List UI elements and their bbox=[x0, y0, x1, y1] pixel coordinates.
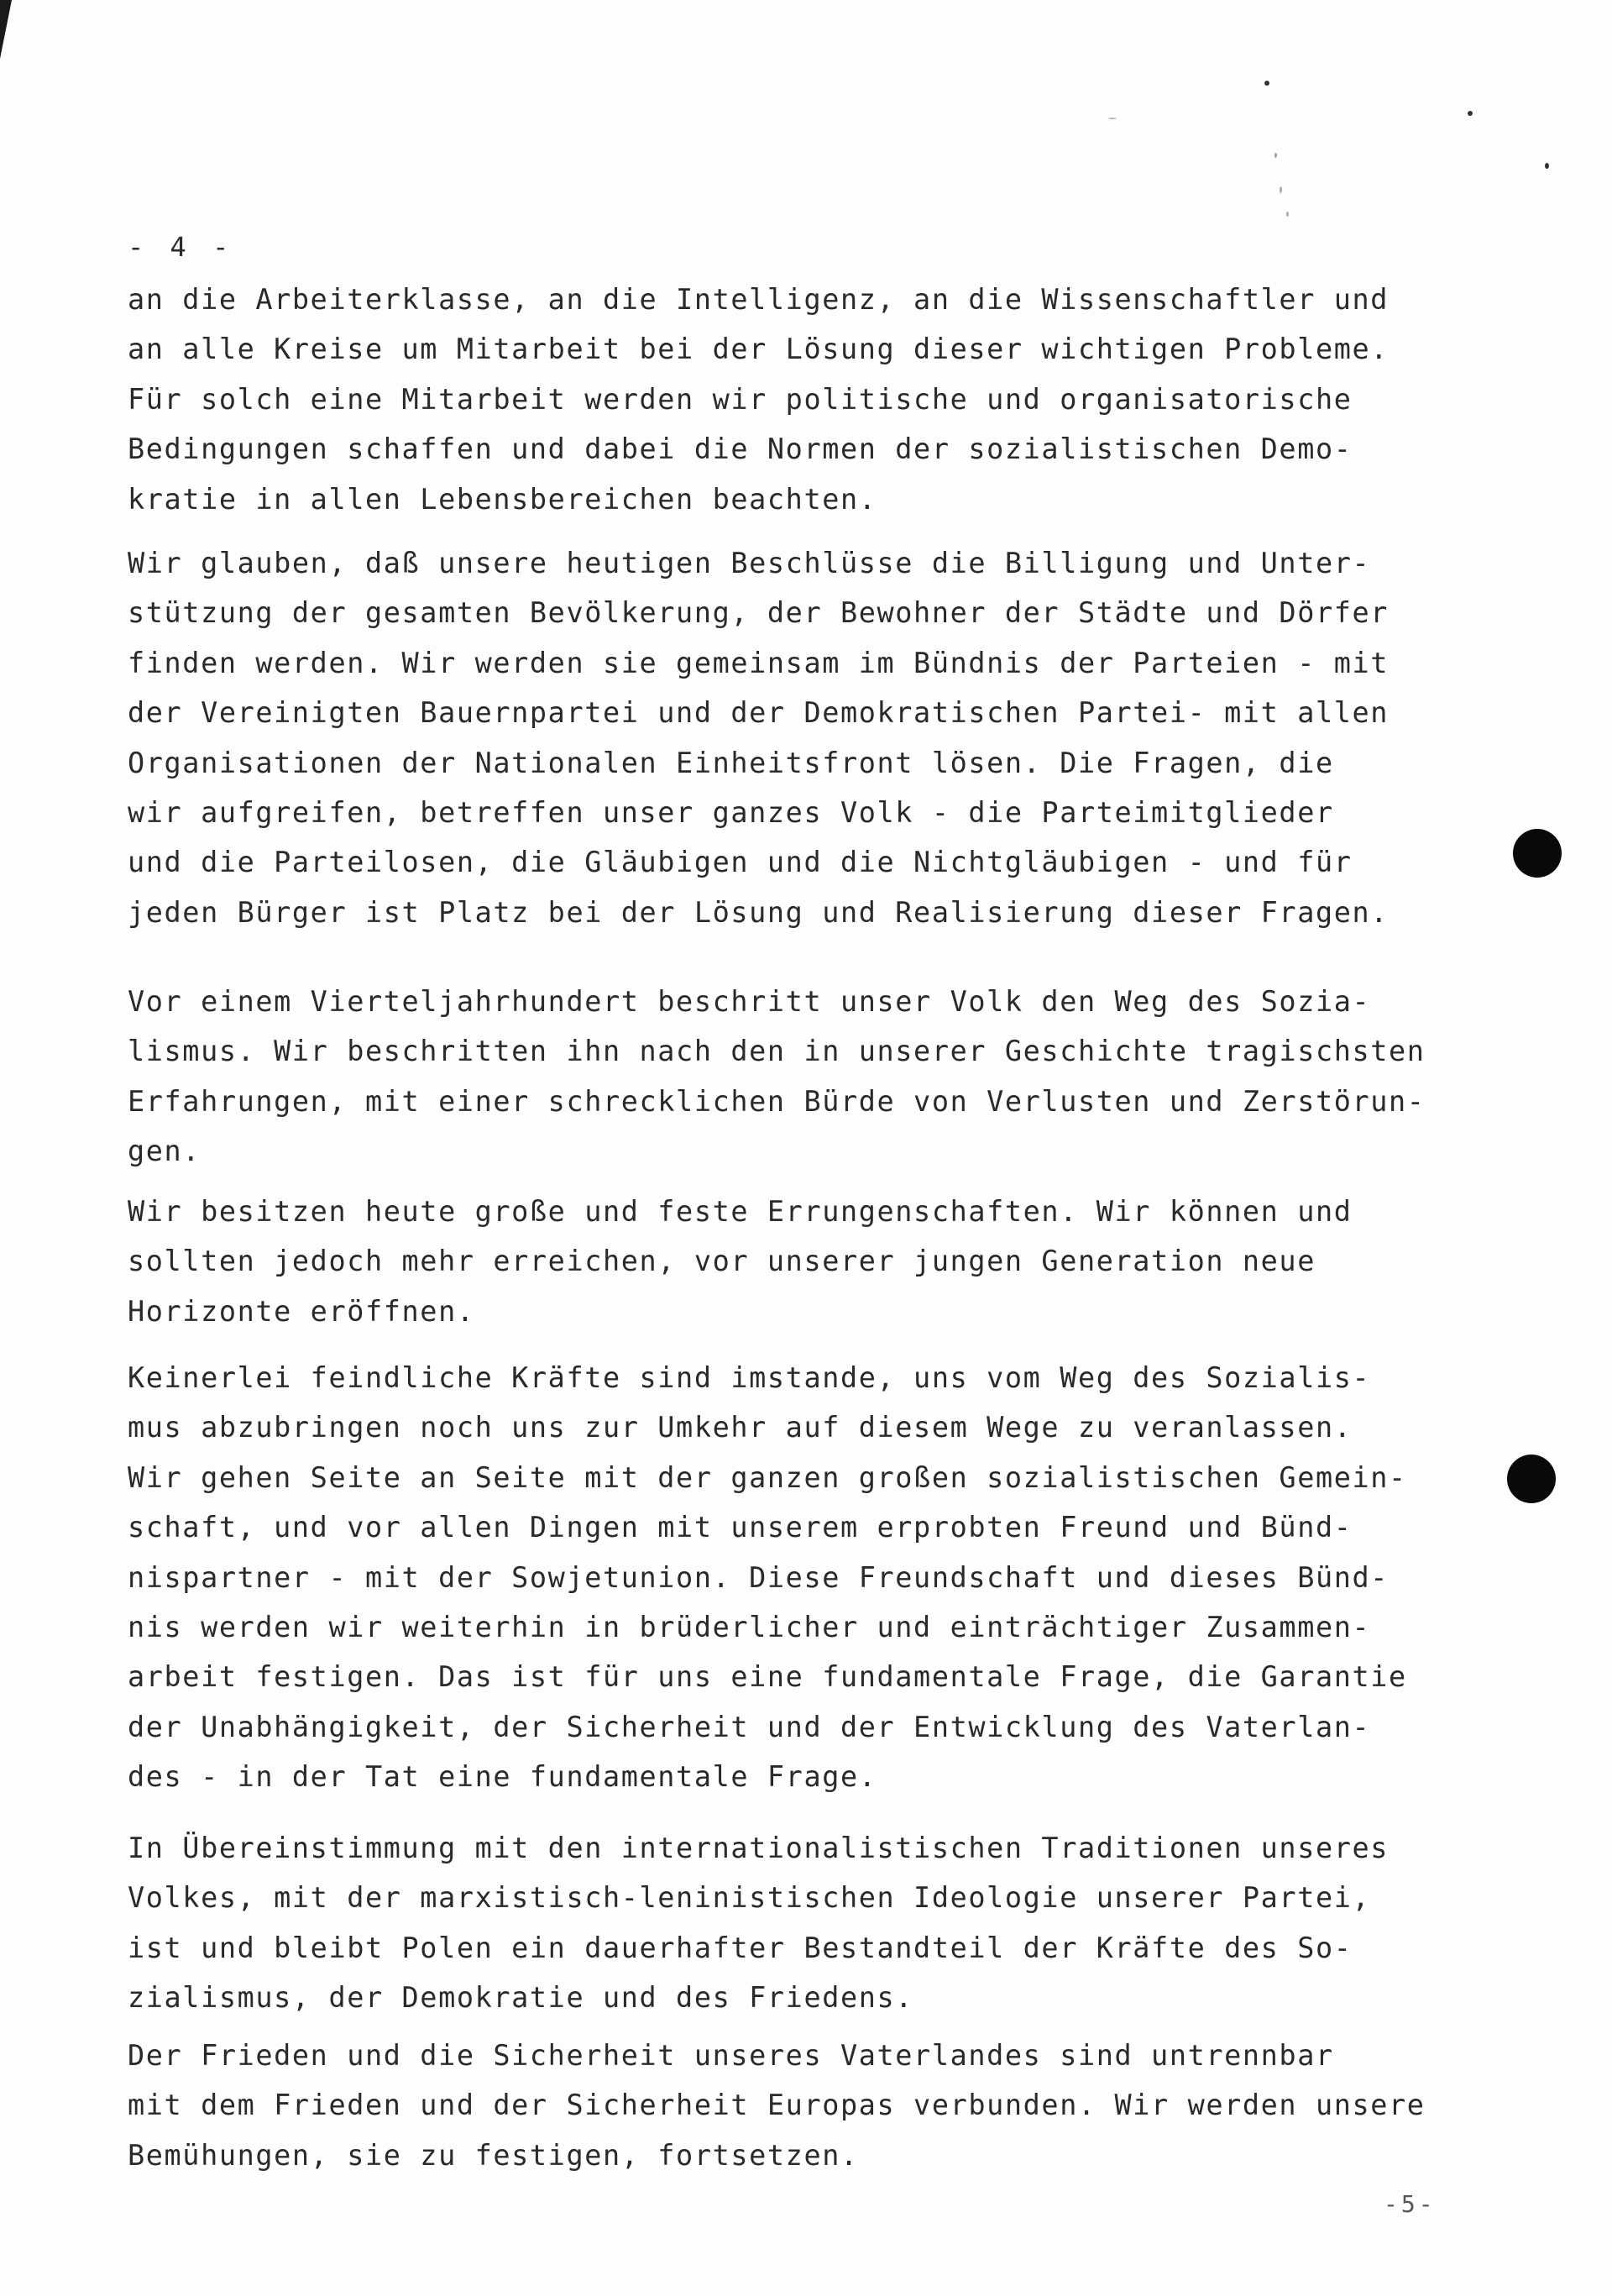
corner-scan-mark bbox=[0, 0, 12, 59]
scan-speck bbox=[1280, 186, 1282, 193]
text-line: der Vereinigten Bauernpartei und der Demokratischen Partei- mit allen bbox=[128, 696, 1390, 730]
paragraph bbox=[128, 1353, 1407, 1802]
text-line: finden werden. Wir werden sie gemeinsam im Bündnis der Parteien - mit bbox=[128, 646, 1390, 679]
next-page-marker: -5- bbox=[1384, 2190, 1437, 2218]
text-line: Bedingungen schaffen und dabei die Normen der sozialistischen Demo- bbox=[128, 432, 1353, 466]
text-line: sollten jedoch mehr erreichen, vor unserer jungen Generation neue bbox=[128, 1245, 1316, 1278]
text-line: gen. bbox=[128, 1135, 202, 1168]
text-line: der Unabhängigkeit, der Sicherheit und der Entwicklung des Vaterlan- bbox=[128, 1710, 1371, 1743]
punch-hole-lower bbox=[1507, 1455, 1556, 1503]
text-line: Erfahrungen, mit einer schrecklichen Bürde von Verlusten und Zerstörun- bbox=[128, 1084, 1426, 1118]
text-line: lismus. Wir beschritten ihn nach den in unserer Geschichte tragischsten bbox=[128, 1035, 1426, 1068]
text-line: Bemühungen, sie zu festigen, fortsetzen. bbox=[128, 2138, 859, 2172]
paragraph bbox=[128, 977, 1426, 1177]
text-line: ist und bleibt Polen ein dauerhafter Bestandteil der Kräfte des So- bbox=[128, 1931, 1353, 1964]
text-line: Horizonte eröffnen. bbox=[128, 1294, 475, 1328]
scan-speck bbox=[1468, 111, 1473, 116]
text-line: schaft, und vor allen Dingen mit unserem erprobten Freund und Bünd- bbox=[128, 1511, 1353, 1544]
text-line: jeden Bürger ist Platz bei der Lösung und Realisierung dieser Fragen. bbox=[128, 895, 1390, 929]
text-line: Vor einem Vierteljahrhundert beschritt unser Volk den Weg des Sozia- bbox=[128, 985, 1371, 1018]
text-line: und die Parteilosen, die Gläubigen und die Nichtgläubigen - und für bbox=[128, 846, 1353, 879]
paragraph bbox=[128, 1823, 1389, 2023]
text-line: zialismus, der Demokratie und des Friedens. bbox=[128, 1981, 914, 2015]
text-line: Wir besitzen heute große und feste Errungenschaften. Wir können und bbox=[128, 1195, 1353, 1228]
text-line: Wir glauben, daß unsere heutigen Beschlüsse die Billigung und Unter- bbox=[128, 547, 1371, 579]
text-line: an die Arbeiterklasse, an die Intelligenz, an die Wissenschaftler und bbox=[128, 283, 1390, 316]
text-line: Der Frieden und die Sicherheit unseres Vaterlandes sind untrennbar bbox=[128, 2039, 1334, 2072]
scan-speck bbox=[1545, 163, 1549, 169]
paragraph bbox=[128, 538, 1389, 937]
text-line: mit dem Frieden und der Sicherheit Europas verbunden. Wir werden unsere bbox=[128, 2089, 1426, 2122]
text-line: an alle Kreise um Mitarbeit bei der Lösung dieser wichtigen Probleme. bbox=[128, 333, 1390, 366]
text-line: wir aufgreifen, betreffen unser ganzes Volk - die Parteimitglieder bbox=[128, 796, 1334, 830]
scan-speck bbox=[1264, 81, 1269, 86]
text-line: nis werden wir weiterhin in brüderlicher und einträchtiger Zusammen- bbox=[128, 1611, 1371, 1644]
text-line: Organisationen der Nationalen Einheitsfront lösen. Die Fragen, die bbox=[128, 746, 1334, 779]
text-line: Keinerlei feindliche Kräfte sind imstande, uns vom Weg des Sozialis- bbox=[128, 1361, 1371, 1394]
text-line: arbeit festigen. Das ist für uns eine fundamentale Frage, die Garantie bbox=[128, 1660, 1407, 1694]
scan-speck bbox=[1274, 153, 1277, 158]
text-line: Wir gehen Seite an Seite mit der ganzen großen sozialistischen Gemein- bbox=[128, 1460, 1407, 1494]
paragraph bbox=[128, 275, 1389, 524]
text-line: des - in der Tat eine fundamentale Frage. bbox=[128, 1760, 877, 1794]
scan-speck bbox=[1108, 118, 1117, 119]
paragraph bbox=[128, 2031, 1426, 2180]
text-line: In Übereinstimmung mit den internationalistischen Traditionen unseres bbox=[128, 1832, 1390, 1864]
punch-hole-upper bbox=[1513, 829, 1562, 878]
text-line: stützung der gesamten Bevölkerung, der Bewohner der Städte und Dörfer bbox=[128, 596, 1390, 630]
text-line: Volkes, mit der marxistisch-leninistischen Ideologie unserer Partei, bbox=[128, 1881, 1371, 1915]
text-line: Für solch eine Mitarbeit werden wir politische und organisatorische bbox=[128, 382, 1353, 416]
paragraph bbox=[128, 1187, 1353, 1336]
text-line: nispartner - mit der Sowjetunion. Diese Freundschaft und dieses Bünd- bbox=[128, 1560, 1390, 1594]
text-line: kratie in allen Lebensbereichen beachten. bbox=[128, 482, 877, 516]
text-line: mus abzubringen noch uns zur Umkehr auf diesem Wege zu veranlassen. bbox=[128, 1411, 1353, 1444]
scan-speck bbox=[1286, 212, 1289, 217]
page-number: - 4 - bbox=[128, 231, 234, 263]
